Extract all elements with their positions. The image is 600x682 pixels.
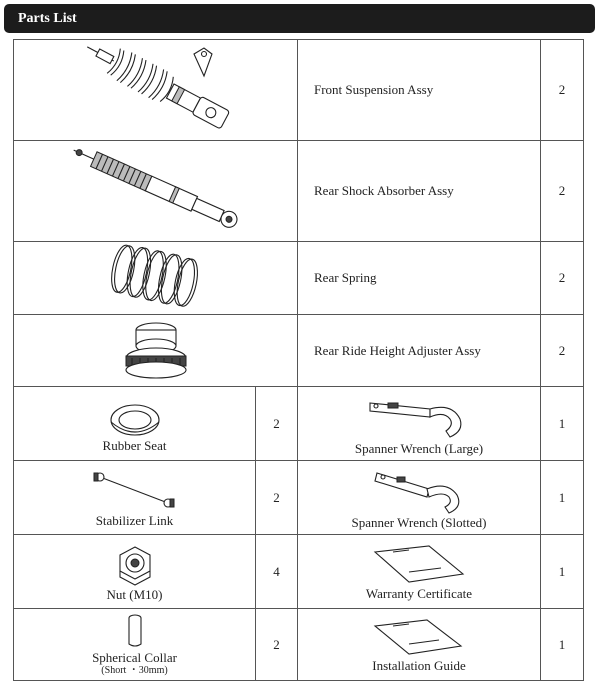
table-row [14,387,584,461]
rear-spring-qty: 2 [541,242,584,315]
table-row [14,609,584,681]
spanner-wrench-icon [364,391,474,441]
certificate-icon [369,542,469,586]
table-row [14,315,584,387]
slotted-spanner-icon [369,465,469,515]
nut-label: Nut (M10) [106,587,163,602]
stabilizer-link-label: Stabilizer Link [95,513,174,528]
rear-adjuster-image-cell [14,315,298,387]
parts-list-header [4,4,595,33]
collar-sublabel: (Short ・30mm) [101,665,168,676]
stabilizer-link-cell [14,461,256,535]
warranty-label: Warranty Certificate [365,586,473,601]
front-suspension-icon [66,40,246,136]
nut-qty: 4 [256,535,298,609]
table-row [14,141,584,242]
table-row [14,461,584,535]
collar-cell [14,609,256,681]
collar-qty: 2 [256,609,298,681]
front-suspension-image-cell [14,40,298,141]
rubber-seat-icon [105,394,165,438]
guide-label: Installation Guide [372,658,466,673]
collar-icon [120,612,150,650]
nut-cell [14,535,256,609]
coil-spring-icon [101,242,211,310]
warranty-cell [298,535,541,609]
front-suspension-name: Front Suspension Assy [298,40,541,141]
guide-cell [298,609,541,681]
spanner-slotted-label: Spanner Wrench (Slotted) [351,515,487,530]
stabilizer-link-qty: 2 [256,461,298,535]
shock-absorber-icon [61,141,251,237]
guide-booklet-icon [369,616,469,658]
stabilizer-link-icon [90,467,180,513]
spanner-large-label: Spanner Wrench (Large) [354,441,484,456]
rubber-seat-qty: 2 [256,387,298,461]
rear-spring-name: Rear Spring [298,242,541,315]
rear-spring-image-cell [14,242,298,315]
rear-shock-qty: 2 [541,141,584,242]
collar-label: Spherical Collar [92,650,177,665]
spanner-large-cell [298,387,541,461]
spanner-large-qty: 1 [541,387,584,461]
table-row [14,535,584,609]
rear-adjuster-name: Rear Ride Height Adjuster Assy [298,315,541,387]
height-adjuster-icon [116,316,196,382]
table-row [14,40,584,141]
rear-shock-image-cell [14,141,298,242]
spanner-slotted-qty: 1 [541,461,584,535]
front-suspension-qty: 2 [541,40,584,141]
spanner-slotted-cell [298,461,541,535]
warranty-qty: 1 [541,535,584,609]
rear-adjuster-qty: 2 [541,315,584,387]
rubber-seat-cell [14,387,256,461]
nut-icon [110,541,160,587]
rubber-seat-label: Rubber Seat [102,438,167,453]
guide-qty: 1 [541,609,584,681]
parts-table [13,39,584,681]
rear-shock-name: Rear Shock Absorber Assy [298,141,541,242]
parts-list-title: Parts List [18,11,77,26]
table-row [14,242,584,315]
